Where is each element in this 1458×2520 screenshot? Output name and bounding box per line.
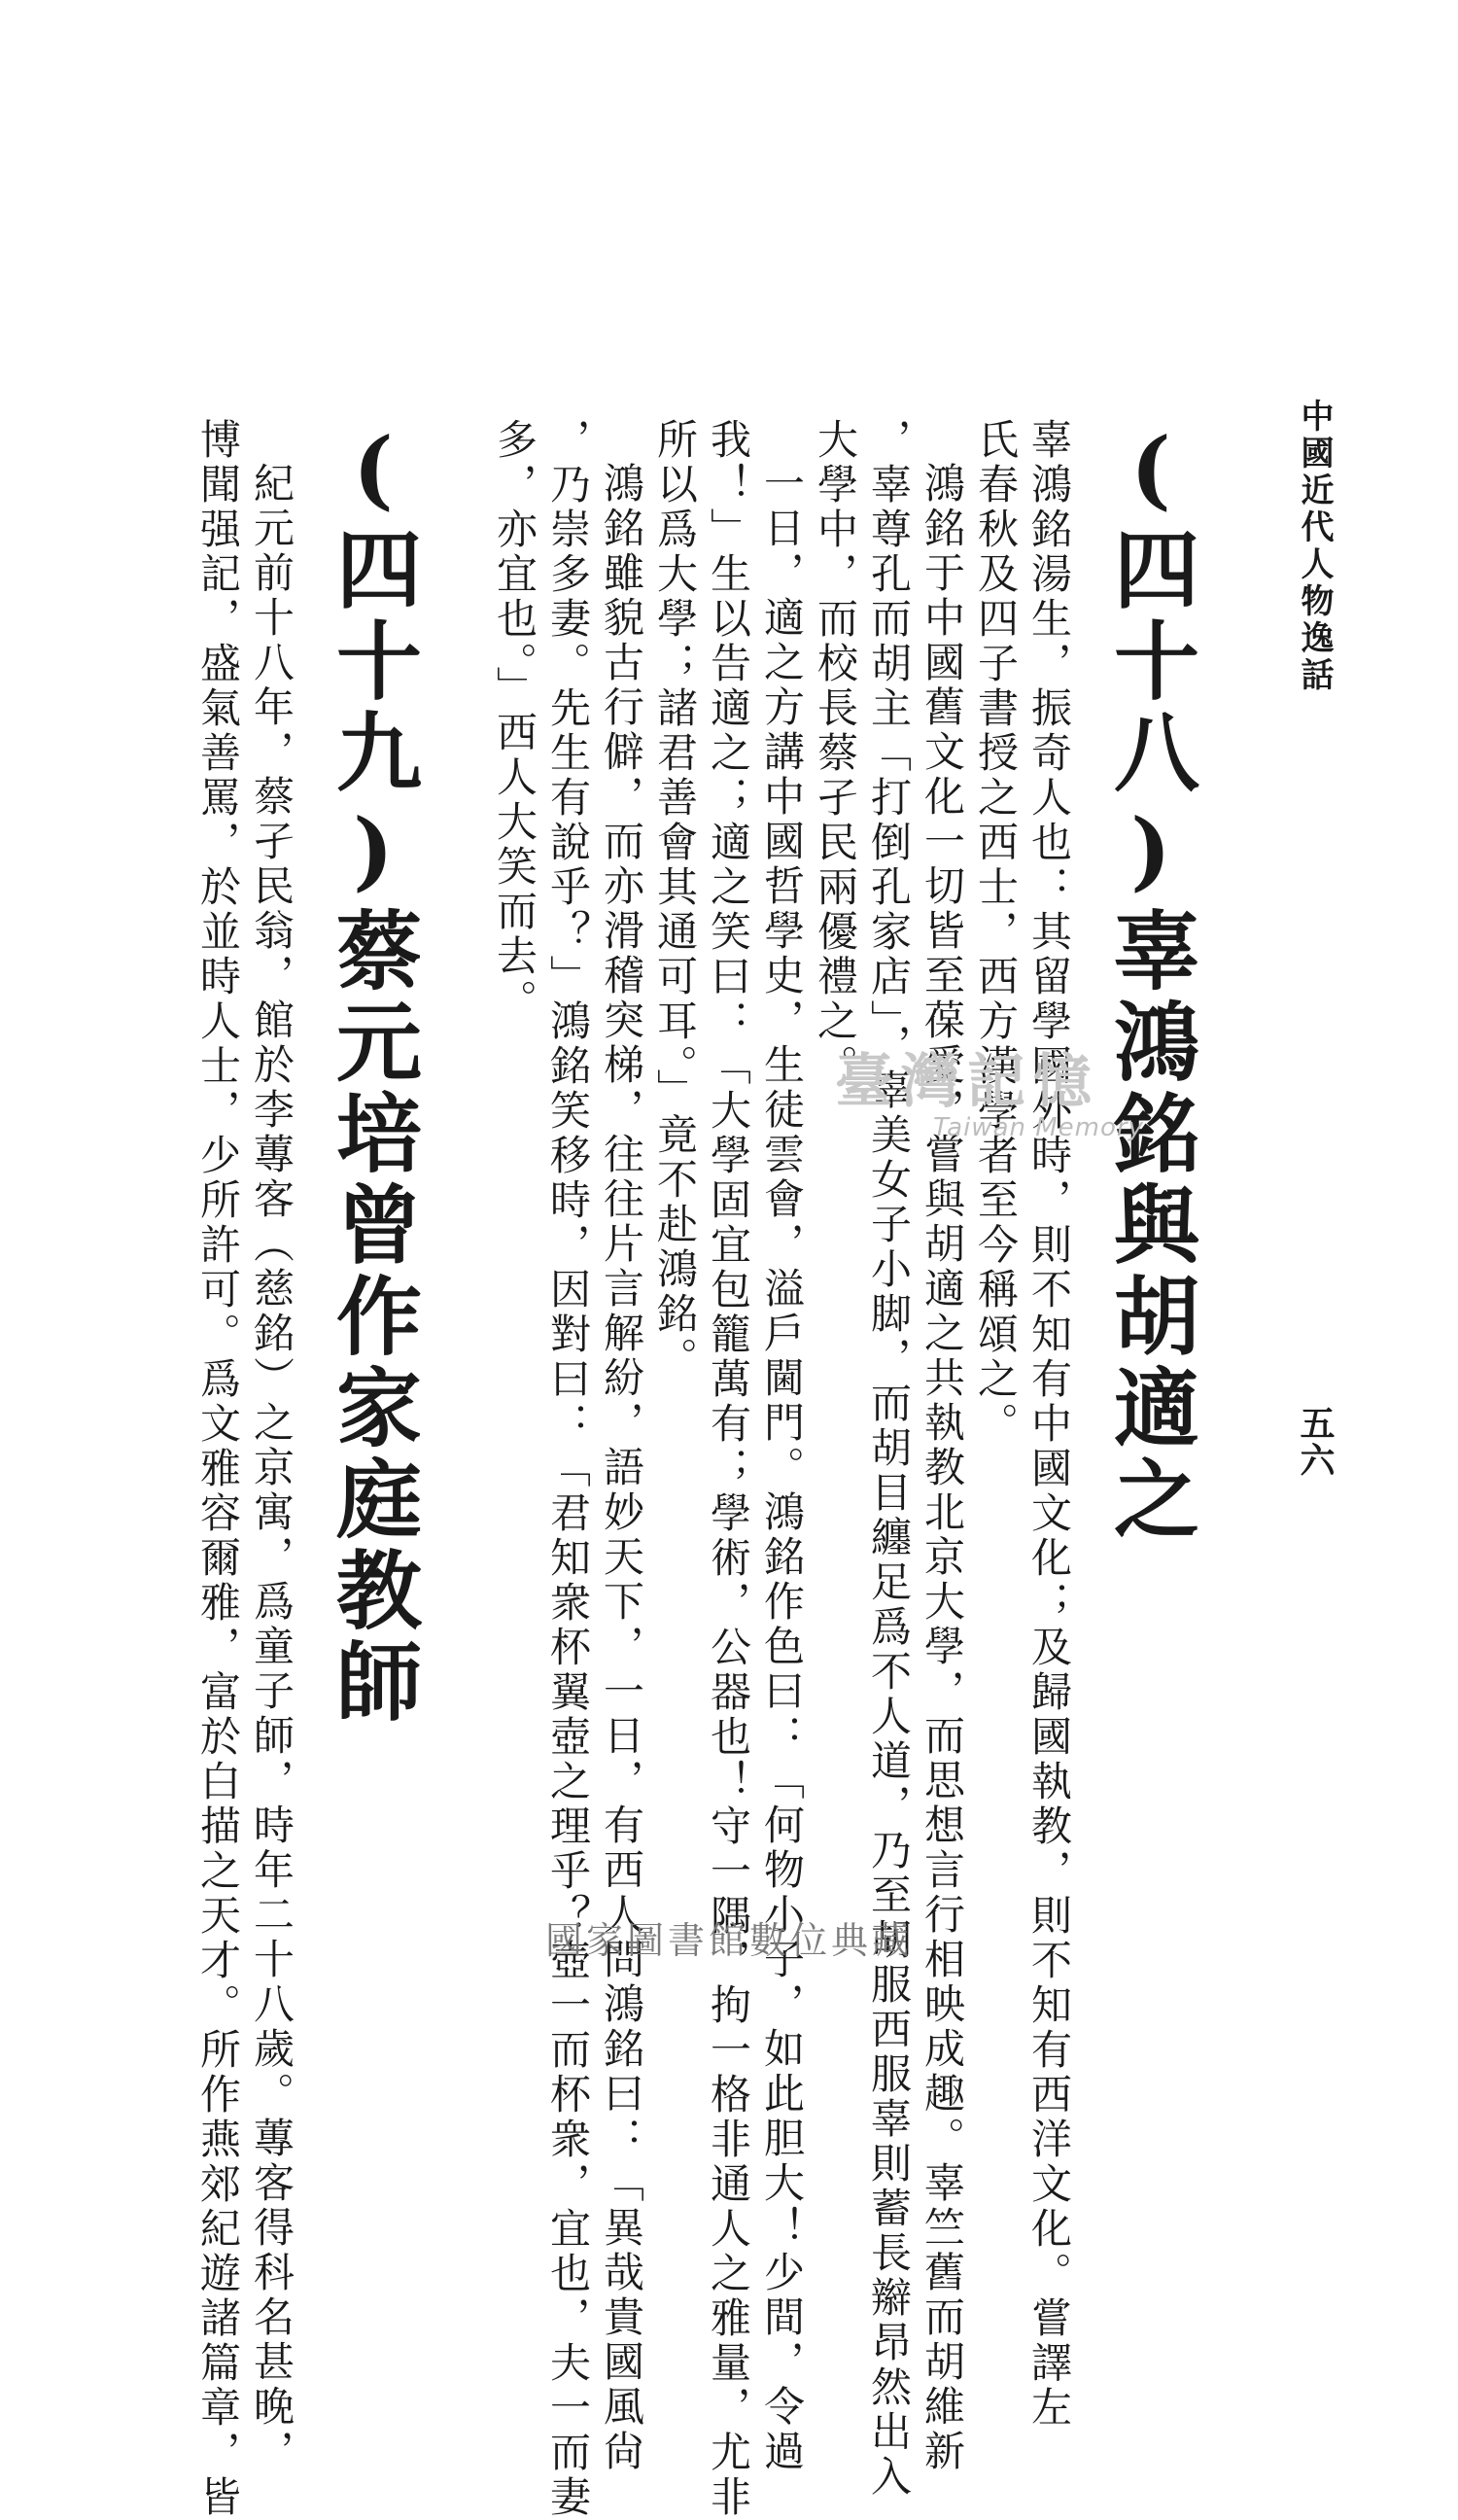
section-48-line-3: 鴻銘于中國舊文化一切皆至葆愛，嘗與胡適之共執教北京大學，而思想言行相映成趣。辜竺舊而胡維新 bbox=[919, 462, 966, 2474]
page-number: 五六 bbox=[1295, 1405, 1336, 1479]
watermark: 臺灣記憶 bbox=[835, 1048, 1099, 1116]
section-49-line-2: 博聞强記，盛氣善罵，於並時人士，少所許可。爲文雅容爾雅，富於白描之天才。所作燕郊紀遊諸篇章，皆 bbox=[194, 418, 242, 2520]
section-48-line-8: 所以爲大學；諸君善會其通可耳。」竟不赴鴻銘。 bbox=[651, 418, 699, 1382]
running-header: 中國近代人物逸話 bbox=[1295, 399, 1334, 694]
section-48-line-1: 辜鴻銘湯生，振奇人也：其留學國外時，則不知有中國文化；及歸國執教，則不知有西洋文化。嘗譯左 bbox=[1025, 418, 1073, 2431]
section-48-line-5: 大學中，而校長蔡孑民兩優禮之。 bbox=[812, 418, 859, 1089]
library-footer: 國家圖書館數位典藏 bbox=[544, 1919, 913, 1962]
section-48-line-6: 一日，適之方講中國哲學史，生徒雲會，溢戶閫門。鴻銘作色曰：「何物小子，如此胆大！少間，令過 bbox=[758, 462, 806, 2474]
section-48-title: (四十八)辜鴻銘與胡適之 bbox=[1100, 418, 1201, 1546]
section-48-line-10: ，乃崇多妻。先生有說乎？」鴻銘笑移時，因對曰：「君知衆杯翼壺之理乎？壺一而杯衆，宜也，夫一而妻 bbox=[544, 418, 592, 2520]
section-49-line-1: 紀元前十八年，蔡孑民翁，館於李蓴客（慈銘）之京寓，爲童子師，時年二十八歲。蓴客得科名甚晚， bbox=[248, 462, 295, 2474]
section-48-line-7: 我！」生以告適之；適之笑曰：「大學固宜包籠萬有；學術，公器也！守一隅，拘一格非通人之雅量，尤非 bbox=[705, 418, 752, 2520]
section-49-title: (四十九)蔡元培曾作家庭教師 bbox=[323, 418, 424, 1729]
section-48-line-11: 多，亦宜也。」西人大笑而去。 bbox=[491, 418, 538, 1024]
section-48-line-4: ，辜尊孔而胡主「打倒孔家店」，辜美女子小脚，而胡目纏足爲不人道，乃至胡服西服辜則蓄長辮昂然出入 bbox=[865, 418, 913, 2500]
watermark-subtext: Taiwan Memory bbox=[933, 1113, 1144, 1142]
section-48-line-2: 氏春秋及四子書授之西士，西方漢學者至今稱頌之。 bbox=[972, 418, 1020, 1447]
section-48-line-9: 鴻銘雖貌古行僻，而亦滑稽突梯，往往片言解紛，語妙天下，一日，有西人問鴻銘曰：「異哉貴國風尙 bbox=[598, 462, 645, 2474]
